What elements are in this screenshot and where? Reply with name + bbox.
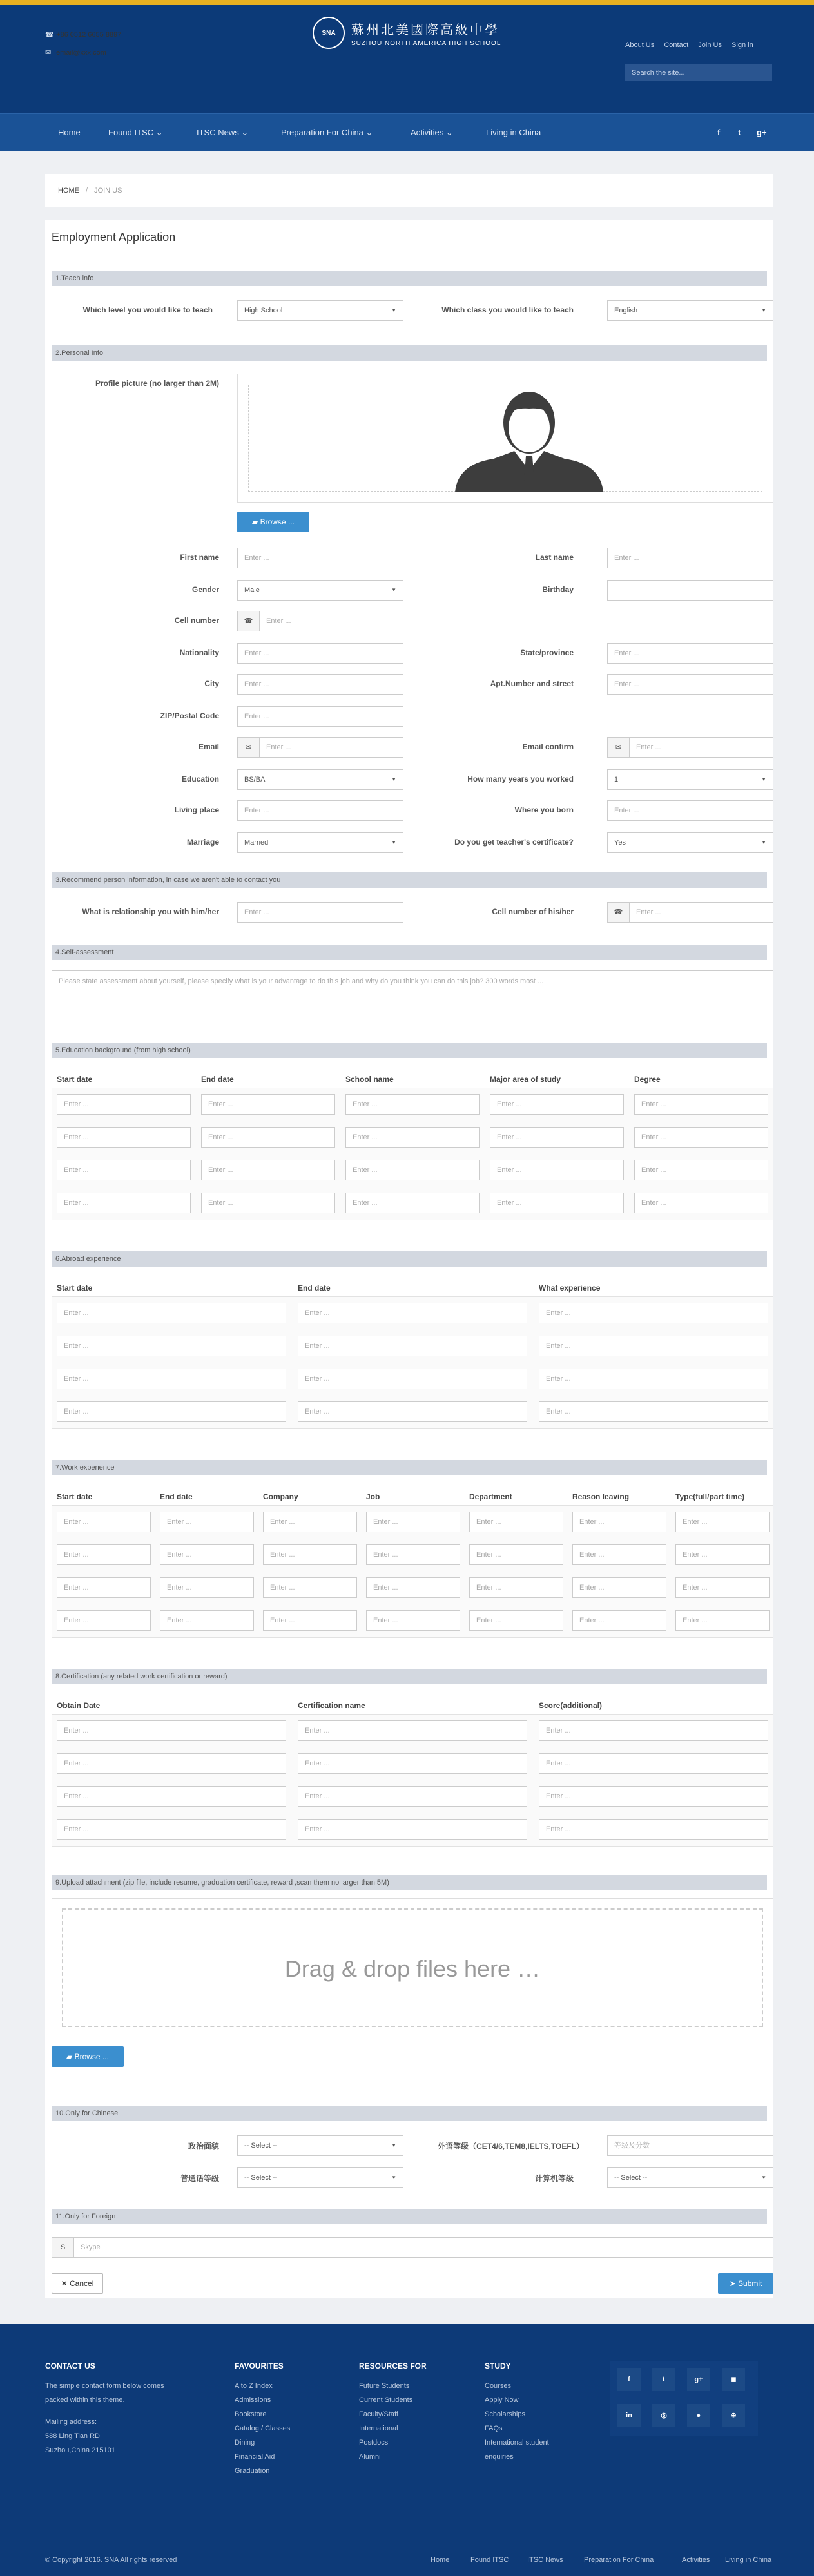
footer-study-item-1[interactable]: Courses [485, 2382, 511, 2390]
footer-study-item-3[interactable]: Scholarships [485, 2410, 525, 2418]
avatar-placeholder-icon [455, 387, 603, 492]
education-label: Education [181, 774, 219, 783]
education-cell-r2-c2[interactable]: Enter ... [201, 1127, 335, 1148]
education-cell-r4-c1[interactable]: Enter ... [57, 1193, 191, 1213]
work-cell-r4-c2[interactable]: Enter ... [160, 1610, 254, 1631]
relationship-label: What is relationship you with him/her [82, 907, 219, 916]
caret-down-icon: ▼ [391, 2142, 396, 2148]
folder-open-icon: ▰ [66, 2052, 75, 2061]
caret-down-icon: ▼ [761, 307, 766, 313]
certification-cell-r4-c2[interactable]: Enter ... [298, 1819, 527, 1840]
education-cell-r1-c5[interactable]: Enter ... [634, 1094, 768, 1115]
caret-down-icon: ▼ [391, 2175, 396, 2180]
footer-contact-line-1: The simple contact form below comes [45, 2382, 164, 2390]
abroad-cell-r2-c1[interactable]: Enter ... [57, 1336, 286, 1356]
education-cell-r3-c5[interactable]: Enter ... [634, 1160, 768, 1180]
section-teach-info: 1.Teach info [52, 271, 767, 286]
education-cell-r1-c3[interactable]: Enter ... [345, 1094, 480, 1115]
class-select[interactable] [607, 300, 773, 321]
footer-bottom-link-5[interactable]: Activities [682, 2556, 710, 2564]
cert-col-name: Certification name [298, 1701, 365, 1710]
certification-cell-r4-c3[interactable]: Enter ... [539, 1819, 768, 1840]
footer-res-item-6[interactable]: Alumni [359, 2453, 381, 2461]
political-status-value: -- Select -- [244, 2142, 278, 2149]
abroad-cell-r3-c3[interactable]: Enter ... [539, 1369, 768, 1389]
school-logo[interactable] [313, 17, 501, 49]
education-cell-r3-c4[interactable]: Enter ... [490, 1160, 624, 1180]
footer-instagram-icon[interactable]: ◎ [652, 2404, 675, 2427]
breadcrumb-home[interactable]: HOME [58, 187, 79, 195]
work-cell-r2-c6[interactable]: Enter ... [572, 1544, 666, 1565]
footer-res-item-5[interactable]: Postdocs [359, 2439, 389, 2446]
facebook-icon[interactable]: f [717, 128, 721, 137]
work-col-start: Start date [57, 1492, 93, 1501]
cell-number-input[interactable]: Enter ... [259, 611, 403, 631]
work-cell-r1-c1[interactable]: Enter ... [57, 1512, 151, 1532]
caret-down-icon: ▼ [761, 776, 766, 782]
email-confirm-label: Email confirm [522, 742, 574, 751]
footer-fav-item-7[interactable]: Graduation [235, 2467, 270, 2475]
years-worked-label: How many years you worked [467, 774, 574, 783]
footer-study-item-6[interactable]: enquiries [485, 2453, 514, 2461]
footer-res-item-3[interactable]: Faculty/Staff [359, 2410, 398, 2418]
work-cell-r1-c5[interactable]: Enter ... [469, 1512, 563, 1532]
class-select-value: English [614, 307, 638, 314]
political-status-select[interactable] [237, 2135, 403, 2156]
work-cell-r1-c6[interactable]: Enter ... [572, 1512, 666, 1532]
born-input[interactable]: Enter ... [607, 800, 773, 821]
education-cell-r3-c3[interactable]: Enter ... [345, 1160, 480, 1180]
header-phone: +86 0512 6655 8897 [56, 31, 122, 39]
logo-english-name: SUZHOU NORTH AMERICA HIGH SCHOOL [351, 39, 501, 47]
caret-down-icon: ▼ [391, 840, 396, 845]
nationality-input[interactable]: Enter ... [237, 643, 403, 664]
profile-browse-button[interactable] [237, 512, 309, 532]
birthday-label: Birthday [542, 585, 574, 594]
work-cell-r3-c6[interactable]: Enter ... [572, 1577, 666, 1598]
footer-bottom-link-3[interactable]: ITSC News [527, 2556, 563, 2564]
education-cell-r4-c4[interactable]: Enter ... [490, 1193, 624, 1213]
twitter-icon[interactable]: t [738, 128, 741, 137]
submit-button[interactable]: ➤ Submit [718, 2273, 773, 2294]
link-about-us[interactable]: About Us [625, 41, 655, 49]
section-only-for-foreign: 11.Only for Foreign [52, 2209, 767, 2224]
mandarin-level-select[interactable] [237, 2167, 403, 2188]
caret-down-icon: ▼ [391, 307, 396, 313]
footer-rss-icon[interactable]: ⊕ [722, 2404, 745, 2427]
work-cell-r4-c4[interactable]: Enter ... [366, 1610, 460, 1631]
certificate-select-value: Yes [614, 839, 626, 847]
footer-google-plus-icon[interactable]: g+ [687, 2368, 710, 2391]
education-cell-r2-c3[interactable]: Enter ... [345, 1127, 480, 1148]
work-cell-r3-c5[interactable]: Enter ... [469, 1577, 563, 1598]
site-search-input[interactable]: Search the site... [625, 64, 772, 81]
email-input[interactable]: Enter ... [259, 737, 403, 758]
skype-icon: S [52, 2237, 73, 2258]
work-cell-r1-c2[interactable]: Enter ... [160, 1512, 254, 1532]
footer-apple-icon[interactable]: ● [687, 2404, 710, 2427]
abroad-cell-r4-c3[interactable]: Enter ... [539, 1401, 768, 1422]
certificate-select[interactable] [607, 832, 773, 853]
footer-linkedin-icon[interactable]: in [617, 2404, 641, 2427]
caret-down-icon: ▼ [391, 587, 396, 593]
education-cell-r4-c3[interactable]: Enter ... [345, 1193, 480, 1213]
section-only-for-chinese: 10.Only for Chinese [52, 2106, 767, 2121]
computer-level-value: -- Select -- [614, 2174, 648, 2182]
abroad-cell-r4-c1[interactable]: Enter ... [57, 1401, 286, 1422]
section-personal-info: 2.Personal Info [52, 345, 767, 361]
footer-facebook-icon[interactable]: f [617, 2368, 641, 2391]
google-plus-icon[interactable]: g+ [757, 128, 767, 137]
gender-label: Gender [191, 585, 219, 594]
apt-label: Apt.Number and street [490, 679, 574, 688]
phone-icon: ☎ [237, 611, 259, 631]
link-join-us[interactable]: Join Us [698, 41, 722, 49]
education-cell-r1-c4[interactable]: Enter ... [490, 1094, 624, 1115]
abroad-cell-r1-c3[interactable]: Enter ... [539, 1303, 768, 1323]
caret-down-icon: ▼ [761, 840, 766, 845]
profile-picture-label: Profile picture (no larger than 2M) [95, 379, 219, 388]
zip-input[interactable]: Enter ... [237, 706, 403, 727]
work-cell-r2-c7[interactable]: Enter ... [675, 1544, 770, 1565]
abroad-col-end: End date [298, 1283, 331, 1293]
apt-input[interactable]: Enter ... [607, 674, 773, 695]
mandarin-level-value: -- Select -- [244, 2174, 278, 2182]
mandarin-level-label: 普通话等级 [180, 2174, 219, 2183]
certification-cell-r3-c3[interactable]: Enter ... [539, 1786, 768, 1807]
education-cell-r2-c4[interactable]: Enter ... [490, 1127, 624, 1148]
abroad-cell-r2-c2[interactable]: Enter ... [298, 1336, 527, 1356]
certification-cell-r1-c3[interactable]: Enter ... [539, 1720, 768, 1741]
born-label: Where you born [514, 805, 574, 814]
cell-number-label: Cell number [174, 616, 219, 625]
work-cell-r2-c2[interactable]: Enter ... [160, 1544, 254, 1565]
edu-col-degree: Degree [634, 1075, 661, 1084]
state-input[interactable]: Enter ... [607, 643, 773, 664]
application-form [45, 220, 773, 2298]
marriage-label: Marriage [186, 838, 219, 847]
work-col-end: End date [160, 1492, 193, 1501]
gender-select[interactable] [237, 580, 403, 601]
profile-picture-frame [237, 374, 773, 503]
attachment-browse-label: Browse ... [74, 2052, 109, 2061]
level-label: Which level you would like to teach [82, 305, 213, 314]
education-select-value: BS/BA [244, 776, 266, 783]
footer-weibo-icon[interactable]: ◼ [722, 2368, 745, 2391]
work-cell-r4-c6[interactable]: Enter ... [572, 1610, 666, 1631]
level-select-value: High School [244, 307, 283, 314]
state-label: State/province [520, 648, 574, 657]
certification-cell-r1-c1[interactable]: Enter ... [57, 1720, 286, 1741]
caret-down-icon: ▼ [761, 2175, 766, 2180]
edu-col-major: Major area of study [490, 1075, 561, 1084]
certification-cell-r4-c1[interactable]: Enter ... [57, 1819, 286, 1840]
first-name-input[interactable]: Enter ... [237, 548, 403, 568]
footer-fav-item-4[interactable]: Catalog / Classes [235, 2425, 291, 2432]
footer-res-item-2[interactable]: Current Students [359, 2396, 413, 2404]
section-self-assessment: 4.Self-assessment [52, 945, 767, 960]
footer-fav-item-6[interactable]: Financial Aid [235, 2453, 275, 2461]
footer-fav-item-3[interactable]: Bookstore [235, 2410, 267, 2418]
cert-col-score: Score(additional) [539, 1701, 603, 1710]
gender-select-value: Male [244, 586, 260, 594]
edu-col-end: End date [201, 1075, 234, 1084]
work-col-type: Type(full/part time) [675, 1492, 745, 1501]
education-cell-r4-c5[interactable]: Enter ... [634, 1193, 768, 1213]
header-email[interactable]: email@xxx.com [56, 49, 106, 57]
caret-down-icon: ▼ [391, 776, 396, 782]
mail-icon: ✉ [45, 49, 52, 57]
top-accent-bar [0, 0, 814, 5]
education-cell-r4-c2[interactable]: Enter ... [201, 1193, 335, 1213]
political-status-label: 政治面貌 [188, 2142, 219, 2151]
work-cell-r2-c4[interactable]: Enter ... [366, 1544, 460, 1565]
footer-bottom-link-4[interactable]: Preparation For China [584, 2556, 654, 2564]
work-cell-r1-c3[interactable]: Enter ... [263, 1512, 357, 1532]
certification-cell-r3-c1[interactable]: Enter ... [57, 1786, 286, 1807]
work-cell-r2-c1[interactable]: Enter ... [57, 1544, 151, 1565]
work-cell-r1-c7[interactable]: Enter ... [675, 1512, 770, 1532]
nav-activities[interactable]: Activities ⌄ [411, 128, 453, 137]
logo-chinese-name: 蘇州北美國際高級中學 [351, 21, 499, 37]
level-select[interactable] [237, 300, 403, 321]
footer-fav-item-5[interactable]: Dining [235, 2439, 255, 2446]
years-worked-select[interactable] [607, 769, 773, 790]
computer-level-label: 计算机等级 [534, 2174, 574, 2183]
footer-twitter-icon[interactable]: t [652, 2368, 675, 2391]
edu-col-start: Start date [57, 1075, 93, 1084]
folder-open-icon: ▰ [252, 517, 260, 526]
header-contact [45, 26, 121, 62]
footer-bottom-link-2[interactable]: Found ITSC [470, 2556, 509, 2564]
work-cell-r4-c1[interactable]: Enter ... [57, 1610, 151, 1631]
breadcrumb [45, 174, 773, 207]
work-col-department: Department [469, 1492, 512, 1501]
abroad-cell-r4-c2[interactable]: Enter ... [298, 1401, 527, 1422]
footer-study-item-5[interactable]: International student [485, 2439, 549, 2446]
site-footer [0, 2324, 814, 2576]
email-confirm-input[interactable]: Enter ... [629, 737, 773, 758]
profile-browse-label: Browse ... [260, 517, 295, 526]
footer-contact-heading: CONTACT US [45, 2361, 95, 2370]
class-label: Which class you would like to teach [441, 305, 574, 314]
foreign-language-label: 外语等级（CET4/6,TEM8,IELTS,TOEFL） [438, 2142, 584, 2151]
work-cell-r3-c1[interactable]: Enter ... [57, 1577, 151, 1598]
link-contact[interactable]: Contact [664, 41, 689, 49]
certification-cell-r2-c1[interactable]: Enter ... [57, 1753, 286, 1774]
main-nav [0, 113, 814, 151]
certification-cell-r3-c2[interactable]: Enter ... [298, 1786, 527, 1807]
work-cell-r2-c5[interactable]: Enter ... [469, 1544, 563, 1565]
footer-fav-item-2[interactable]: Admissions [235, 2396, 271, 2404]
last-name-label: Last name [535, 553, 574, 562]
cell-his-label: Cell number of his/her [492, 907, 574, 916]
education-cell-r1-c2[interactable]: Enter ... [201, 1094, 335, 1115]
birthday-input[interactable] [607, 580, 773, 601]
certification-cell-r1-c2[interactable]: Enter ... [298, 1720, 527, 1741]
footer-res-item-4[interactable]: International [359, 2425, 398, 2432]
skype-input[interactable]: Skype [73, 2237, 773, 2258]
certification-cell-r2-c2[interactable]: Enter ... [298, 1753, 527, 1774]
section-certification: 8.Certification (any related work certification or reward) [52, 1669, 767, 1684]
living-place-label: Living place [174, 805, 219, 814]
cell-his-input[interactable]: Enter ... [629, 902, 773, 923]
education-cell-r1-c1[interactable]: Enter ... [57, 1094, 191, 1115]
footer-study-heading: STUDY [485, 2361, 511, 2370]
education-select[interactable] [237, 769, 403, 790]
footer-address-line-2: Suzhou,China 215101 [45, 2446, 115, 2454]
abroad-col-start: Start date [57, 1283, 93, 1293]
footer-bottom-link-1[interactable]: Home [431, 2556, 450, 2564]
abroad-cell-r2-c3[interactable]: Enter ... [539, 1336, 768, 1356]
certification-cell-r2-c3[interactable]: Enter ... [539, 1753, 768, 1774]
last-name-input[interactable]: Enter ... [607, 548, 773, 568]
footer-res-item-1[interactable]: Future Students [359, 2382, 410, 2390]
marriage-select-value: Married [244, 839, 269, 847]
education-cell-r3-c2[interactable]: Enter ... [201, 1160, 335, 1180]
work-cell-r3-c2[interactable]: Enter ... [160, 1577, 254, 1598]
email-label: Email [198, 742, 219, 751]
certificate-question-label: Do you get teacher's certificate? [454, 838, 574, 847]
phone-icon: ☎ [45, 31, 54, 39]
link-sign-in[interactable]: Sign in [732, 41, 753, 49]
breadcrumb-current: JOIN US [94, 187, 122, 195]
computer-level-select[interactable] [607, 2167, 773, 2188]
education-cell-r2-c1[interactable]: Enter ... [57, 1127, 191, 1148]
footer-address-label: Mailing address: [45, 2418, 97, 2426]
education-cell-r3-c1[interactable]: Enter ... [57, 1160, 191, 1180]
work-cell-r3-c3[interactable]: Enter ... [263, 1577, 357, 1598]
footer-study-item-2[interactable]: Apply Now [485, 2396, 519, 2404]
section-abroad-experience: 6.Abroad experience [52, 1251, 767, 1267]
work-cell-r1-c4[interactable]: Enter ... [366, 1512, 460, 1532]
section-recommend-person: 3.Recommend person information, in case we aren't able to contact you [52, 872, 767, 888]
attachment-browse-button[interactable] [52, 2046, 124, 2067]
envelope-icon: ✉ [237, 737, 259, 758]
section-education-background: 5.Education background (from high school) [52, 1043, 767, 1058]
cancel-button[interactable]: ✕ Cancel [52, 2273, 103, 2294]
living-place-input[interactable]: Enter ... [237, 800, 403, 821]
profile-picture-preview [248, 385, 762, 492]
marriage-select[interactable] [237, 832, 403, 853]
work-cell-r4-c3[interactable]: Enter ... [263, 1610, 357, 1631]
education-cell-r2-c5[interactable]: Enter ... [634, 1127, 768, 1148]
nav-itsc-news[interactable]: ITSC News ⌄ [197, 128, 249, 137]
footer-contact-line-2: packed within this theme. [45, 2396, 125, 2404]
work-col-reason: Reason leaving [572, 1492, 630, 1501]
footer-address-line-1: 588 Ling Tian RD [45, 2432, 100, 2440]
footer-bottom-link-6[interactable]: Living in China [725, 2556, 772, 2564]
footer-resources-heading: RESOURCES FOR [359, 2361, 427, 2370]
footer-copyright: © Copyright 2016. SNA All rights reserved [45, 2556, 177, 2564]
city-label: City [204, 679, 219, 688]
envelope-icon: ✉ [607, 737, 629, 758]
nationality-label: Nationality [179, 648, 219, 657]
abroad-cell-r3-c1[interactable]: Enter ... [57, 1369, 286, 1389]
footer-study-item-4[interactable]: FAQs [485, 2425, 503, 2432]
abroad-cell-r1-c2[interactable]: Enter ... [298, 1303, 527, 1323]
work-cell-r4-c5[interactable]: Enter ... [469, 1610, 563, 1631]
nav-home[interactable]: Home [58, 128, 81, 137]
nav-found-itsc[interactable]: Found ITSC ⌄ [108, 128, 163, 137]
work-col-job: Job [366, 1492, 380, 1501]
section-work-experience: 7.Work experience [52, 1460, 767, 1475]
work-cell-r2-c3[interactable]: Enter ... [263, 1544, 357, 1565]
abroad-cell-r1-c1[interactable]: Enter ... [57, 1303, 286, 1323]
nav-living-in-china[interactable]: Living in China [486, 128, 541, 137]
zip-label: ZIP/Postal Code [160, 711, 219, 720]
nav-preparation-for-china[interactable]: Preparation For China ⌄ [281, 128, 373, 137]
work-cell-r3-c4[interactable]: Enter ... [366, 1577, 460, 1598]
footer-fav-item-1[interactable]: A to Z Index [235, 2382, 273, 2390]
work-cell-r3-c7[interactable]: Enter ... [675, 1577, 770, 1598]
edu-col-school: School name [345, 1075, 394, 1084]
file-dropzone[interactable]: Drag & drop files here … [62, 1908, 763, 2027]
abroad-col-experience: What experience [539, 1283, 601, 1293]
work-cell-r4-c7[interactable]: Enter ... [675, 1610, 770, 1631]
page-title: Employment Application [52, 231, 176, 244]
first-name-label: First name [180, 553, 219, 562]
years-worked-select-value: 1 [614, 776, 619, 783]
top-links [625, 41, 761, 49]
self-assessment-textarea[interactable]: Please state assessment about yourself, please specify what is your advantage to do this job and why do you think you can do this job? 300 words most ... [52, 970, 773, 1019]
relationship-input[interactable]: Enter ... [237, 902, 403, 923]
breadcrumb-separator: / [86, 187, 88, 195]
abroad-cell-r3-c2[interactable]: Enter ... [298, 1369, 527, 1389]
city-input[interactable]: Enter ... [237, 674, 403, 695]
cert-col-date: Obtain Date [57, 1701, 101, 1710]
work-col-company: Company [263, 1492, 298, 1501]
phone-icon: ☎ [607, 902, 629, 923]
footer-favourites-heading: FAVOURITES [235, 2361, 284, 2370]
foreign-language-input[interactable]: 等级及分数 [607, 2135, 773, 2156]
section-upload-attachment: 9.Upload attachment (zip file, include resume, graduation certificate, reward ,scan them no larger than 5M) [52, 1875, 767, 1890]
logo-emblem: SNA [313, 17, 345, 49]
